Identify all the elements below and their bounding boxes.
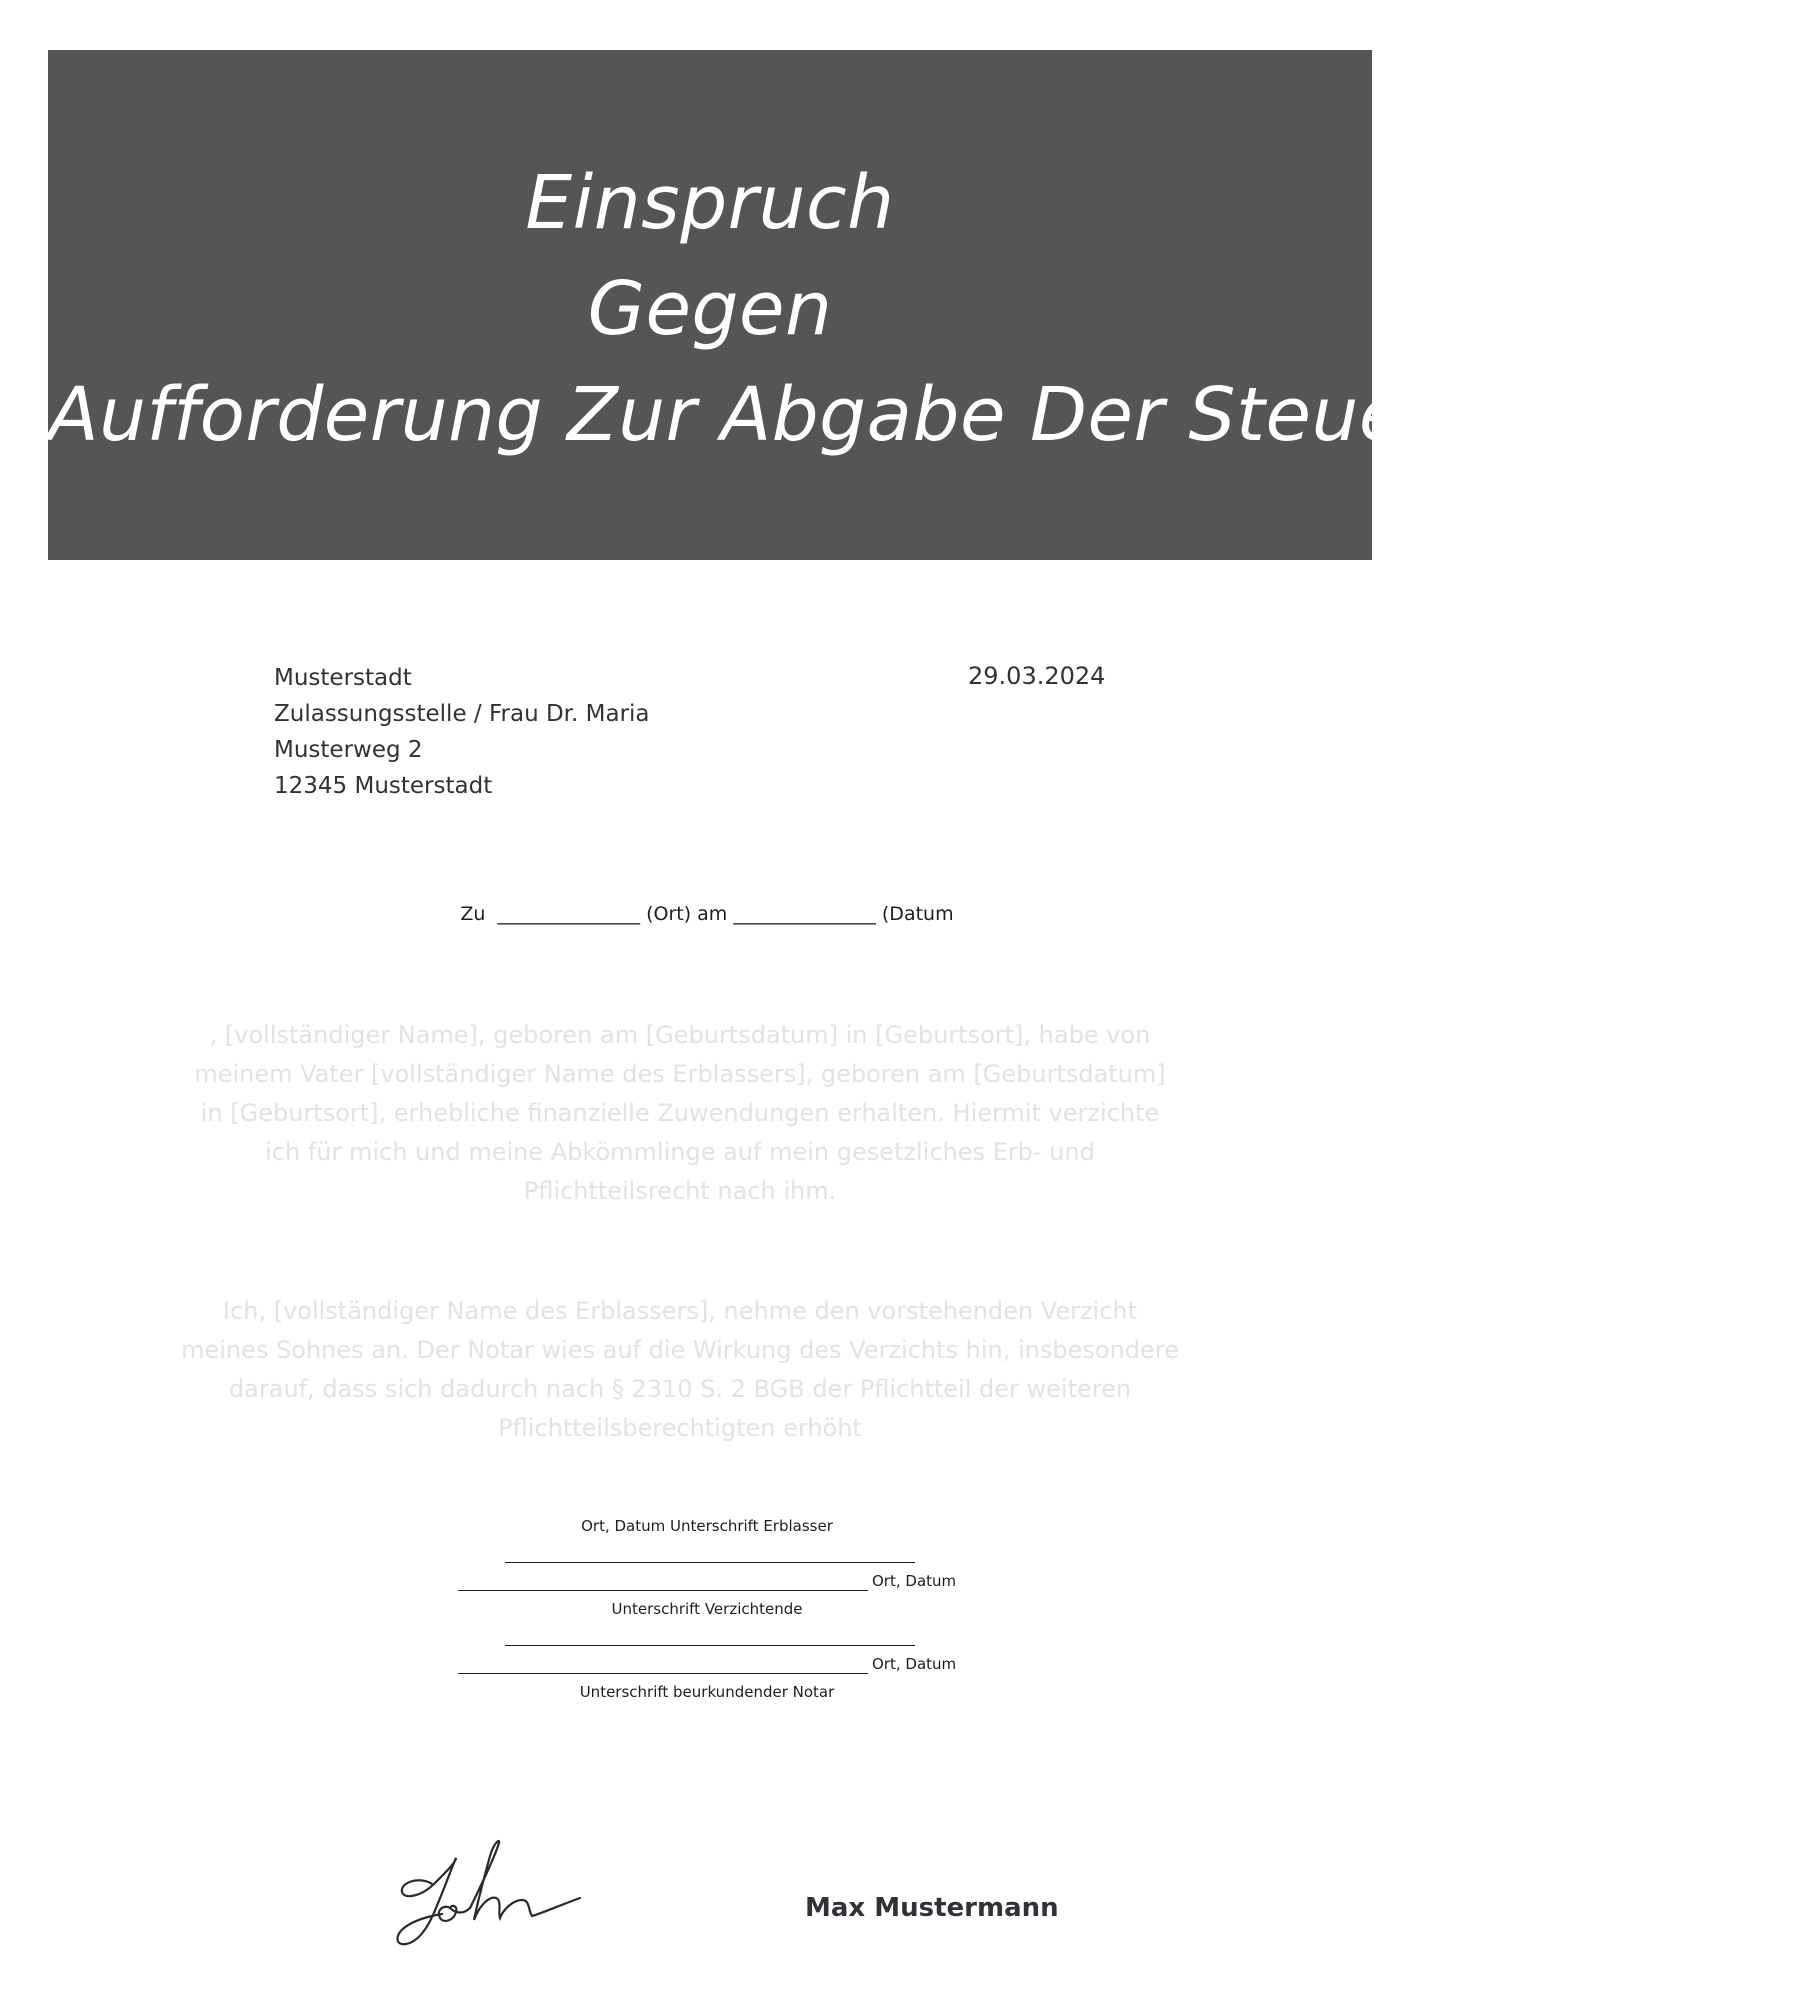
title-line-3: Aufforderung Zur Abgabe Der Steuererklärung bbox=[48, 372, 1796, 458]
handwritten-signature bbox=[390, 1838, 600, 1948]
signature-rule-1 bbox=[505, 1562, 915, 1563]
title-line-1: Einspruch bbox=[525, 160, 895, 246]
body-paragraph-1: , [vollständiger Name], geboren am [Geburtsdatum] in [Geburtsort], habe von meinem Vater [vollständiger Name des Erblassers], geboren am [Geburtsdatum] in [Geburtsort], erhebliche finanzielle Zuwendungen erhalten. Hiermit verzichte ich für mich und meine Abkömmlinge auf mein gesetzliches Erb- und Pflichtteilsrecht nach ihm. bbox=[194, 1021, 1166, 1205]
signature-rule-4 bbox=[458, 1673, 868, 1674]
label-notar: Unterschrift beurkundender Notar bbox=[579, 1683, 835, 1701]
signature-rule-2 bbox=[458, 1590, 868, 1591]
label-erblasser: Ort, Datum Unterschrift Erblasser bbox=[581, 1517, 833, 1535]
recipient-address bbox=[274, 660, 650, 804]
document-title bbox=[48, 150, 1796, 468]
signature-rule-3 bbox=[505, 1645, 915, 1646]
place-date-line: Zu _______________ (Ort) am _______________ (Datum bbox=[460, 903, 954, 925]
signer-name: Max Mustermann bbox=[805, 1893, 1059, 1923]
label-verzichtende: Unterschrift Verzichtende bbox=[611, 1600, 803, 1618]
ort-datum-2: Ort, Datum bbox=[872, 1655, 957, 1673]
address-line-zip: 12345 Musterstadt bbox=[274, 773, 493, 799]
address-line-street: Musterweg 2 bbox=[274, 737, 423, 763]
body-paragraph-2: Ich, [vollständiger Name des Erblassers], nehme den vorstehenden Verzicht meines Sohnes an. Der Notar wies auf die Wirkung des Verzichts hin, insbesondere darauf, dass sich dadurch nach § 2310 S. 2 BGB der Pflichtteil der weiteren Pflichtteilsberechtigten erhöht bbox=[181, 1297, 1179, 1442]
ort-datum-1: Ort, Datum bbox=[872, 1572, 957, 1590]
address-line-city: Musterstadt bbox=[274, 665, 412, 691]
header-banner bbox=[48, 50, 1796, 560]
title-line-2: Gegen bbox=[587, 266, 833, 352]
document-date: 29.03.2024 bbox=[968, 662, 1106, 690]
address-line-office: Zulassungsstelle / Frau Dr. Maria bbox=[274, 701, 650, 727]
